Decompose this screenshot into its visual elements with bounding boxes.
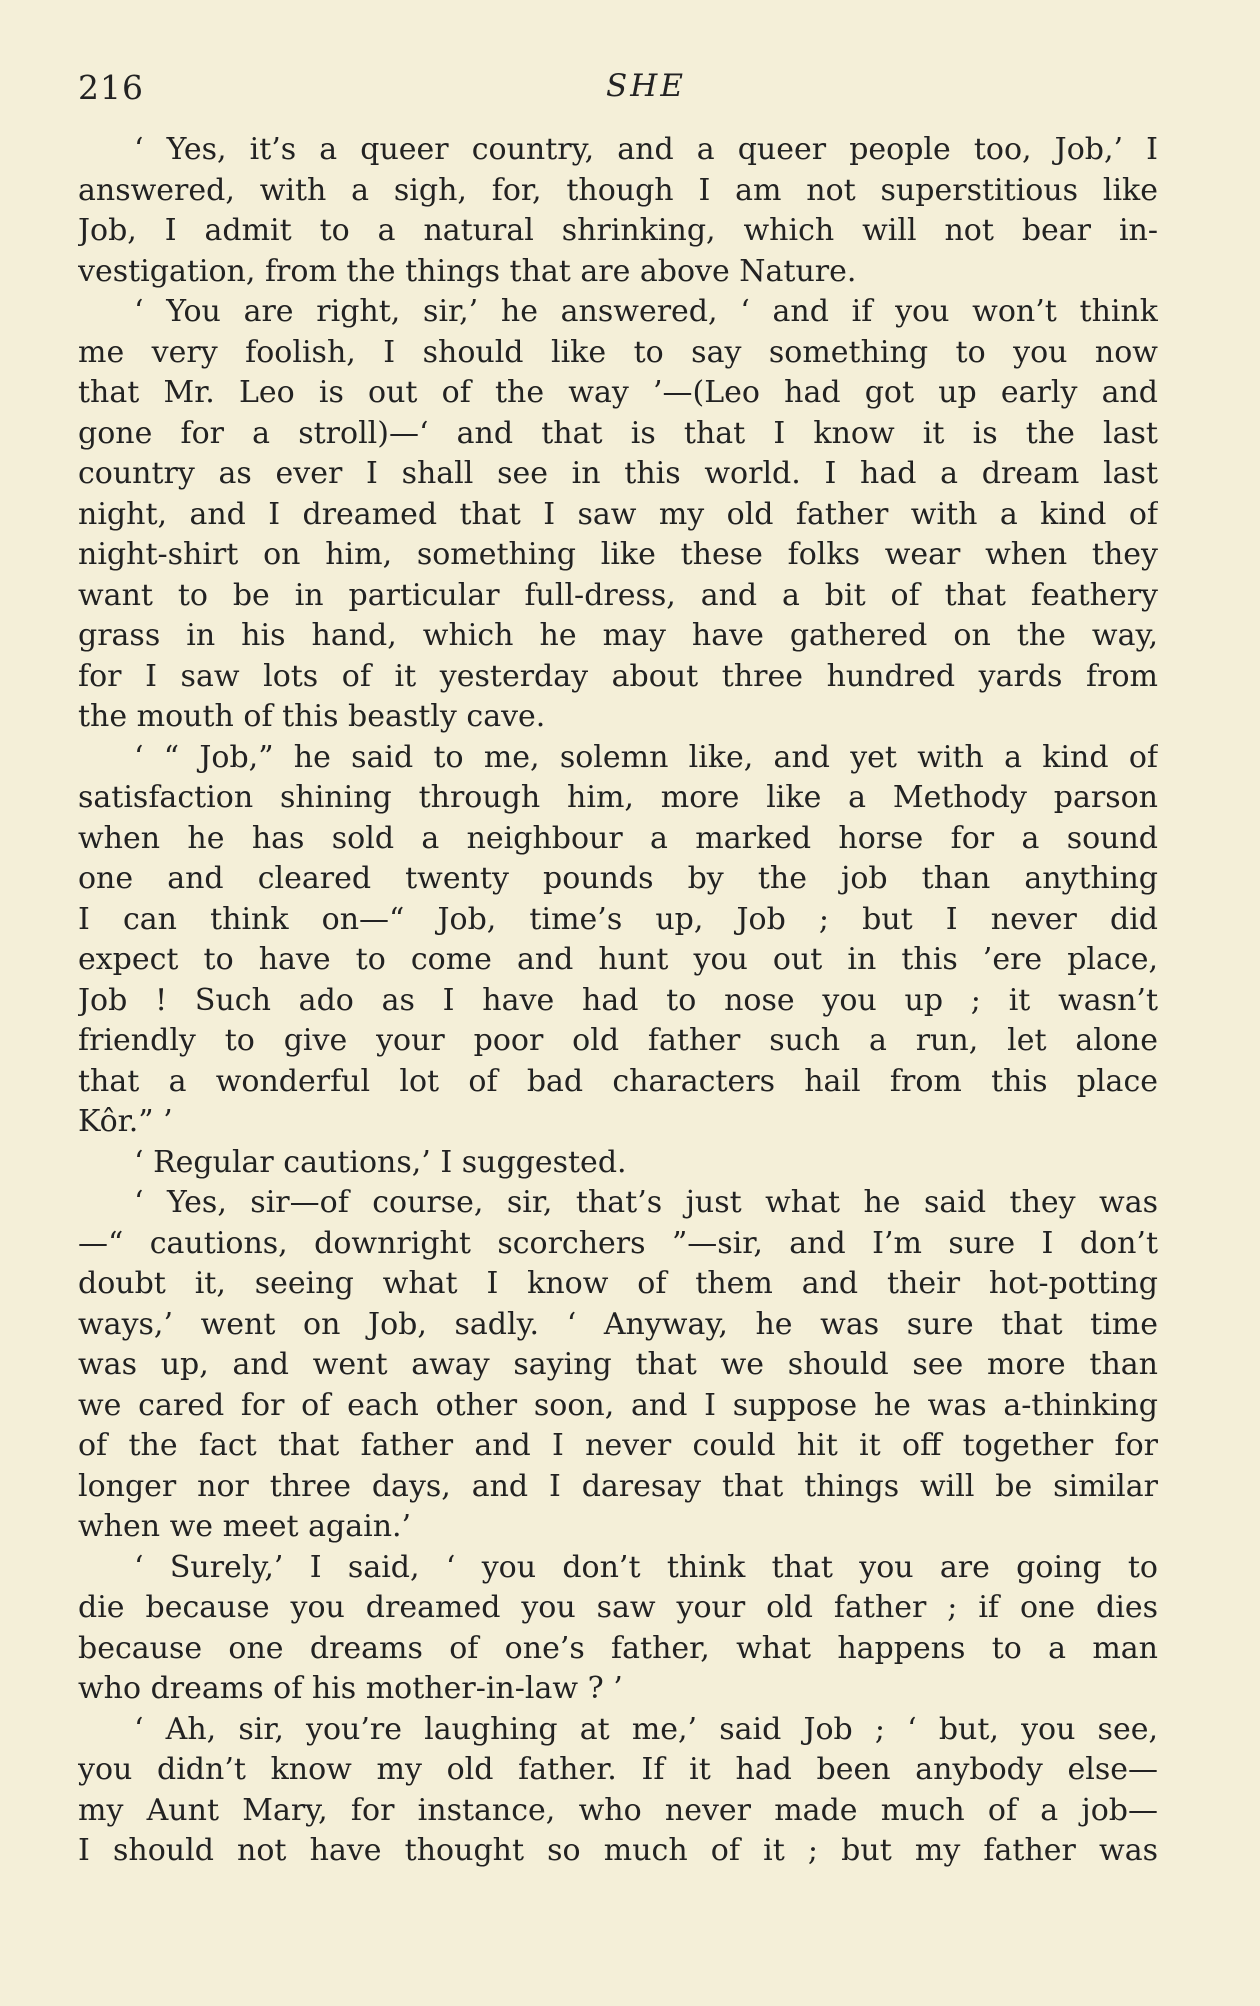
text-line: the mouth of this beastly cave. — [78, 699, 546, 734]
text-line: night-shirt on him, something like these folks wear when they — [78, 537, 1158, 572]
running-title: SHE — [606, 68, 686, 104]
text-line: of the fact that father and I never could hit it off together for — [78, 1428, 1158, 1463]
text-line: that a wonderful lot of bad characters hail from this place — [78, 1063, 1158, 1099]
text-line: that Mr. Leo is out of the way ’—(Leo had got up early and — [78, 375, 1158, 410]
text-line: because one dreams of one’s father, what happens to a man — [78, 1630, 1158, 1666]
text-line: vestigation, from the things that are above Nature. — [78, 253, 857, 289]
text-line: ways,’ went on Job, sadly. ‘ Anyway, he was sure that time — [78, 1306, 1158, 1342]
text-line: my Aunt Mary, for instance, who never made much of a job— — [78, 1792, 1158, 1828]
text-line: me very foolish, I should like to say something to you now — [78, 334, 1158, 370]
text-line: Job, I admit to a natural shrinking, which will not bear in- — [78, 213, 1158, 248]
text-line: longer nor three days, and I daresay that things will be similar — [78, 1468, 1158, 1504]
text-line: when he has sold a neighbour a marked horse for a sound — [78, 820, 1158, 856]
text-line: satisfaction shining through him, more like a Methody parson — [78, 780, 1158, 815]
text-line: doubt it, seeing what I know of them and their hot-potting — [78, 1266, 1158, 1301]
text-line: ‘ Yes, sir—of course, sir, that’s just what he said they was — [134, 1185, 1158, 1220]
text-line: ‘ Surely,’ I said, ‘ you don’t think that you are going to — [134, 1549, 1158, 1585]
text-line: I should not have thought so much of it ; but my father was — [78, 1833, 1158, 1868]
text-line: answered, with a sigh, for, though I am not superstitious like — [78, 172, 1158, 208]
page-header — [78, 68, 1158, 112]
text-line: die because you dreamed you saw your old father ; if one dies — [78, 1590, 1158, 1625]
text-line: —“ cautions, downright scorchers ”—sir, and I’m sure I don’t — [78, 1225, 1158, 1261]
text-line: I can think on—“ Job, time’s up, Job ; but I never did — [78, 901, 1158, 937]
text-line: night, and I dreamed that I saw my old father with a kind of — [78, 496, 1158, 532]
text-line: one and cleared twenty pounds by the job than anything — [78, 861, 1158, 896]
text-line: Kôr.” ’ — [78, 1104, 173, 1139]
text-line: ‘ Regular cautions,’ I suggested. — [134, 1144, 627, 1180]
text-line: gone for a stroll)—‘ and that is that I know it is the last — [78, 415, 1158, 451]
text-line: we cared for of each other soon, and I suppose he was a-thinking — [78, 1387, 1158, 1423]
text-line: was up, and went away saying that we should see more than — [78, 1347, 1158, 1382]
text-line: expect to have to come and hunt you out in this ’ere place, — [78, 942, 1158, 977]
text-line: you didn’t know my old father. If it had been anybody else— — [78, 1752, 1158, 1787]
text-line: ‘ You are right, sir,’ he answered, ‘ and if you won’t think — [134, 294, 1158, 329]
text-line: grass in his hand, which he may have gathered on the way, — [78, 618, 1158, 653]
text-line: when we meet again.’ — [78, 1509, 412, 1544]
text-line: Job ! Such ado as I have had to nose you up ; it wasn’t — [78, 982, 1158, 1018]
text-line: country as ever I shall see in this world. I had a dream last — [78, 456, 1158, 491]
text-line: ‘ “ Job,” he said to me, solemn like, and yet with a kind of — [134, 739, 1158, 775]
text-line: friendly to give your poor old father such a run, let alone — [78, 1023, 1158, 1058]
text-line: want to be in particular full-dress, and a bit of that feathery — [78, 577, 1158, 613]
text-line: who dreams of his mother-in-law ? ’ — [78, 1671, 623, 1706]
body-text — [78, 130, 1158, 1872]
page-number: 216 — [78, 68, 144, 107]
text-line: ‘ Ah, sir, you’re laughing at me,’ said Job ; ‘ but, you see, — [134, 1711, 1158, 1747]
text-line: ‘ Yes, it’s a queer country, and a queer people too, Job,’ I — [134, 132, 1158, 167]
text-line: for I saw lots of it yesterday about three hundred yards from — [78, 658, 1158, 694]
